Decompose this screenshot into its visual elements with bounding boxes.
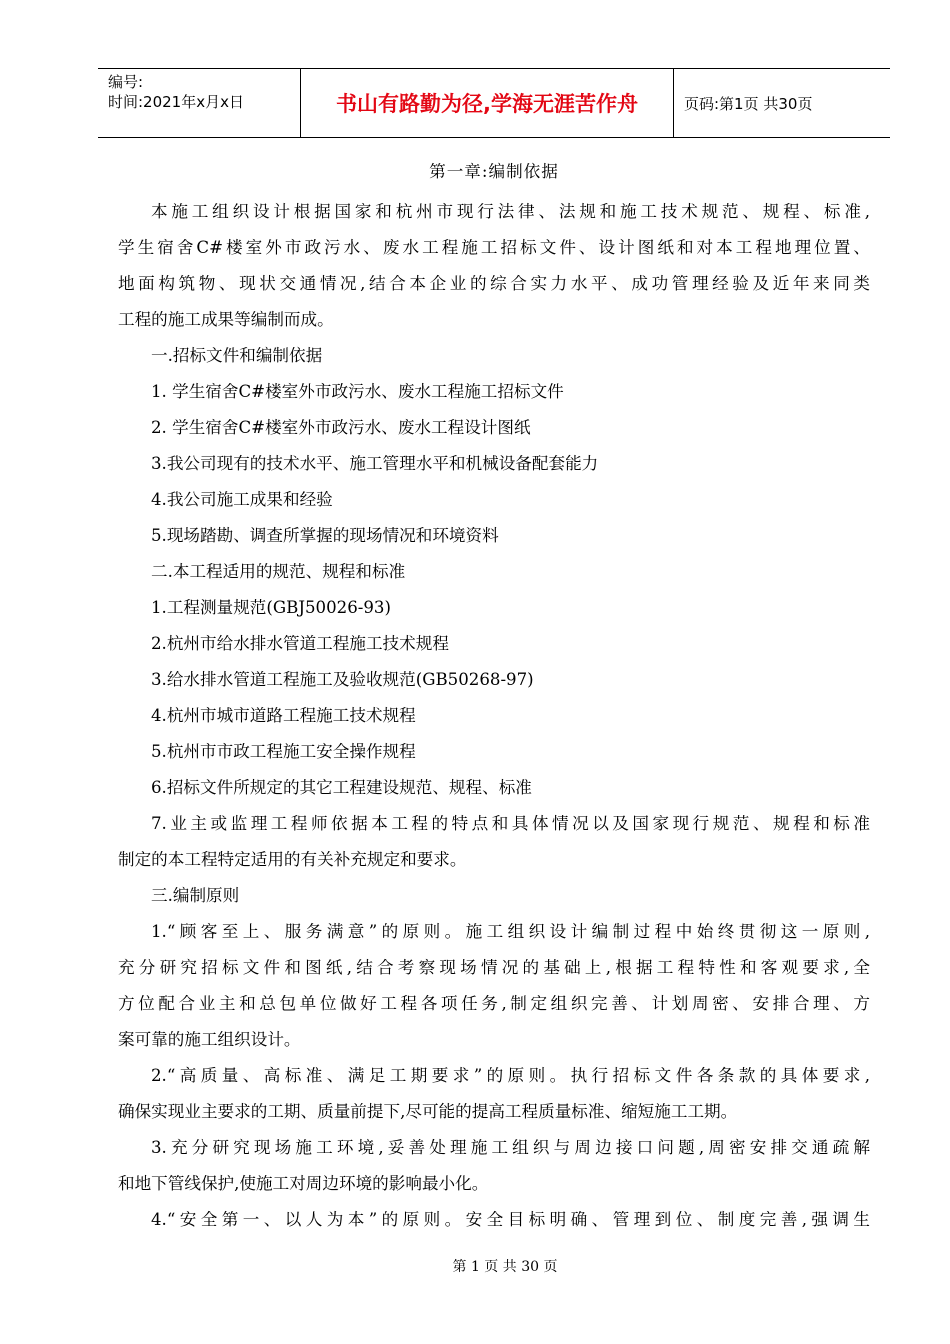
text-line: 工程的施工成果等编制而成。 [118, 310, 334, 329]
header-motto: 书山有路勤为径,学海无涯苦作舟 [301, 69, 674, 137]
list-item: 4.我公司施工成果和经验 [151, 490, 333, 509]
list-item: 5.杭州市市政工程施工安全操作规程 [151, 742, 416, 761]
text-line: 本施工组织设计根据国家和杭州市现行法律、法规和施工技术规范、规程、标准, [151, 202, 870, 221]
list-item: 3.给水排水管道工程施工及验收规范(GB50268-97) [151, 670, 534, 689]
list-item: 3.我公司现有的技术水平、施工管理水平和机械设备配套能力 [151, 454, 599, 473]
doc-time-label: 时间:2021年x月x日 [108, 93, 244, 111]
list-item: 1.工程测量规范(GBJ50026-93) [151, 598, 391, 617]
list-item: 4.杭州市城市道路工程施工技术规程 [151, 706, 416, 725]
page-footer [0, 1256, 950, 1276]
text-line: 1.“顾客至上、服务满意”的原则。施工组织设计编制过程中始终贯彻这一原则, [151, 922, 870, 941]
footer-page-number: 第 1 页 共 30 页 [452, 1259, 558, 1275]
text-line: 2.“高质量、高标准、满足工期要求”的原则。执行招标文件各条款的具体要求, [151, 1066, 870, 1085]
text-line: 学生宿舍C#楼室外市政污水、废水工程施工招标文件、设计图纸和对本工程地理位置、 [118, 238, 870, 257]
section-heading: 一.招标文件和编制依据 [151, 346, 323, 365]
text-line: 制定的本工程特定适用的有关补充规定和要求。 [118, 850, 467, 869]
chapter-title: 第一章:编制依据 [429, 162, 559, 181]
doc-number-label: 编号: [108, 73, 144, 91]
header-page-label: 页码:第1页 共30页 [684, 94, 813, 113]
document-body [118, 160, 870, 1238]
text-line: 7.业主或监理工程师依据本工程的特点和具体情况以及国家现行规范、规程和标准 [151, 814, 870, 833]
intro-paragraph [118, 194, 870, 338]
list-item: 2. 学生宿舍C#楼室外市政污水、废水工程设计图纸 [151, 418, 531, 437]
text-line: 方位配合业主和总包单位做好工程各项任务,制定组织完善、计划周密、安排合理、方 [118, 994, 870, 1013]
header-meta [98, 69, 301, 137]
list-item: 5.现场踏勘、调查所掌握的现场情况和环境资料 [151, 526, 499, 545]
text-line: 3.充分研究现场施工环境,妥善处理施工组织与周边接口问题,周密安排交通疏解 [151, 1138, 870, 1157]
section-heading: 三.编制原则 [151, 886, 240, 905]
text-line: 地面构筑物、现状交通情况,结合本企业的综合实力水平、成功管理经验及近年来同类 [118, 274, 870, 293]
text-line: 充分研究招标文件和图纸,结合考察现场情况的基础上,根据工程特性和客观要求,全 [118, 958, 870, 977]
section-heading: 二.本工程适用的规范、规程和标准 [151, 562, 406, 581]
page-header [98, 68, 890, 138]
list-item: 1. 学生宿舍C#楼室外市政污水、废水工程施工招标文件 [151, 382, 564, 401]
text-line: 和地下管线保护,使施工对周边环境的影响最小化。 [118, 1174, 489, 1193]
text-line: 4.“安全第一、以人为本”的原则。安全目标明确、管理到位、制度完善,强调生 [151, 1210, 870, 1229]
text-line: 确保实现业主要求的工期、质量前提下,尽可能的提高工程质量标准、缩短施工工期。 [118, 1102, 738, 1121]
text-line: 案可靠的施工组织设计。 [118, 1030, 301, 1049]
list-item: 6.招标文件所规定的其它工程建设规范、规程、标准 [151, 778, 532, 797]
list-item: 2.杭州市给水排水管道工程施工技术规程 [151, 634, 449, 653]
